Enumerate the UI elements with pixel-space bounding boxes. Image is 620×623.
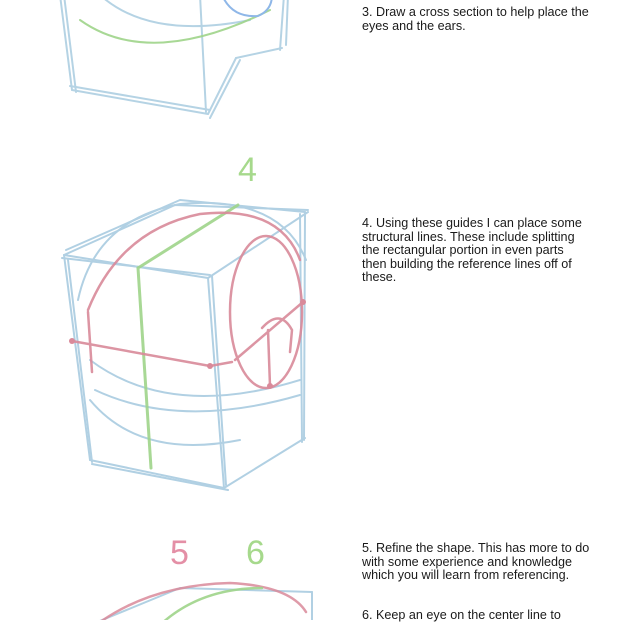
- red-dot-left: [69, 338, 75, 344]
- step-5-description: 5. Refine the shape. This has more to do with some experience and knowledge which you will learn from referencing.: [362, 541, 590, 582]
- red-dot-center: [207, 363, 213, 369]
- red-dot-right: [300, 299, 306, 305]
- step-6-description: 6. Keep an eye on the center line to: [362, 608, 561, 622]
- step-5-number: 5: [170, 534, 189, 572]
- step-6-number: 6: [246, 534, 265, 572]
- step-3-description: 3. Draw a cross section to help place the eyes and the ears.: [362, 5, 589, 33]
- step-4-description: 4. Using these guides I can place some structural lines. These include splitting the rectangular portion in even parts then building the reference lines off of these.: [362, 216, 582, 284]
- step-5-6-drawing: [90, 583, 312, 620]
- step-4-drawing: [62, 200, 308, 490]
- step-3-drawing: [60, 0, 288, 118]
- red-dot-ear: [267, 383, 273, 389]
- step-4-number: 4: [238, 151, 257, 189]
